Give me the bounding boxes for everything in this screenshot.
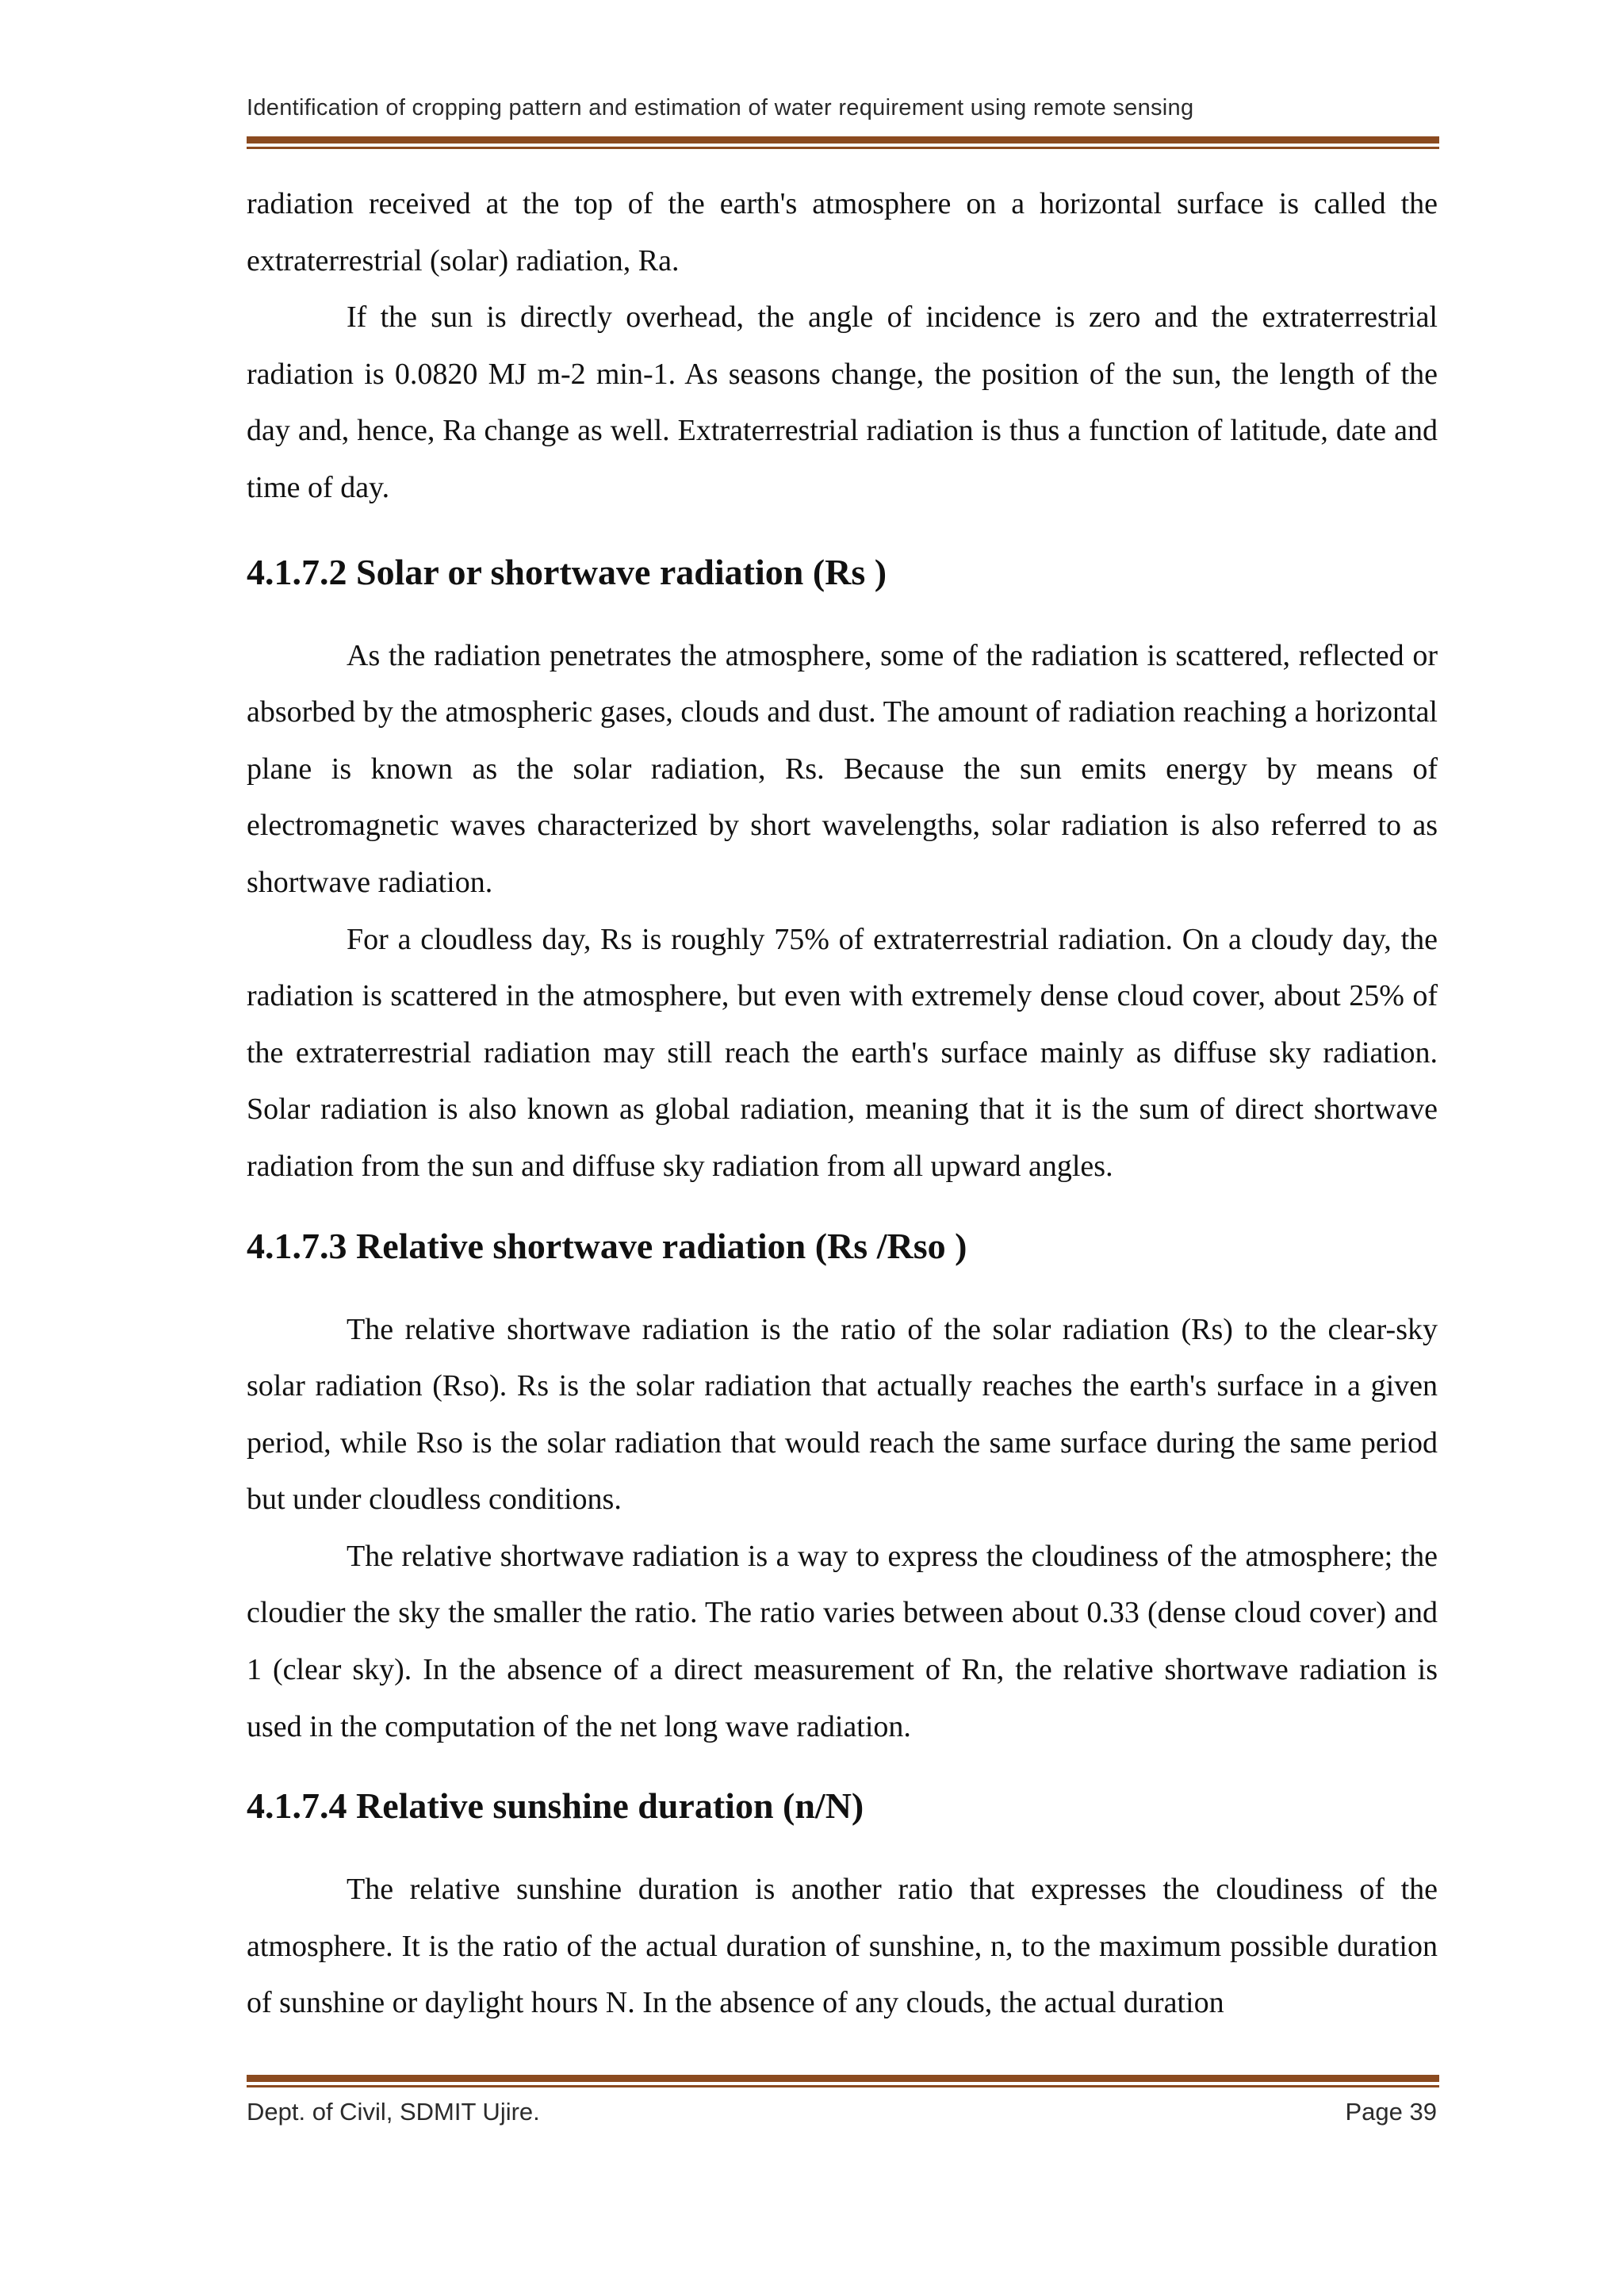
- paragraph-cloudless-day: For a cloudless day, Rs is roughly 75% of extraterrestrial radiation. On a cloudy day, the radiation is scattered in the atmosphere, but even with extremely dense cloud cover, about 25% of the extraterrestrial radiation may still reach the earth's surface mainly as diffuse sky radiation. Solar radiation is also known as global radiation, meaning that it is the sum of direct shortwave radiation from the sun and diffuse sky radiation from all upward angles.: [247, 922, 1438, 1183]
- header-divider: [247, 136, 1439, 149]
- footer-divider: [247, 2075, 1439, 2087]
- page-body: [247, 176, 1438, 2032]
- section-heading-relative-sunshine: 4.1.7.4 Relative sunshine duration (n/N): [247, 1785, 864, 1827]
- header-divider-thick-line: [247, 136, 1439, 144]
- footer-divider-thin-line: [247, 2085, 1439, 2087]
- paragraph-relative-shortwave-definition: The relative shortwave radiation is the ratio of the solar radiation (Rs) to the clear-sky solar radiation (Rso). Rs is the solar radiation that actually reaches the earth's surface in a given period, while Rso is the solar radiation that would reach the same surface during the same period but under cloudless conditions.: [247, 1312, 1438, 1517]
- section-heading-relative-shortwave: 4.1.7.3 Relative shortwave radiation (Rs /Rso ): [247, 1225, 967, 1266]
- paragraph-relative-shortwave-cloudiness: The relative shortwave radiation is a way to express the cloudiness of the atmosphere; the cloudier the sky the smaller the ratio. The ratio varies between about 0.33 (dense cloud cover) and 1 (clear sky). In the absence of a direct measurement of Rn, the relative shortwave radiation is used in the computation of the net long wave radiation.: [247, 1539, 1438, 1743]
- running-header-title: Identification of cropping pattern and estimation of water requirement using remote sensing: [247, 95, 1194, 121]
- paragraph-solar-radiation: As the radiation penetrates the atmosphere, some of the radiation is scattered, reflected or absorbed by the atmospheric gases, clouds and dust. The amount of radiation reaching a horizontal plane is known as the solar radiation, Rs. Because the sun emits energy by means of electromagnetic waves characterized by short wavelengths, solar radiation is also referred to as shortwave radiation.: [247, 638, 1438, 899]
- footer-department: Dept. of Civil, SDMIT Ujire.: [247, 2098, 540, 2126]
- footer-divider-thick-line: [247, 2075, 1439, 2082]
- header-divider-thin-line: [247, 147, 1439, 149]
- paragraph-relative-sunshine: The relative sunshine duration is another ratio that expresses the cloudiness of the atmosphere. It is the ratio of the actual duration of sunshine, n, to the maximum possible duration of sunshine or daylight hours N. In the absence of any clouds, the actual duration: [247, 1873, 1438, 2020]
- section-heading-solar-radiation: 4.1.7.2 Solar or shortwave radiation (Rs ): [247, 551, 887, 592]
- paragraph-extraterrestrial-radiation: If the sun is directly overhead, the angle of incidence is zero and the extraterrestrial radiation is 0.0820 MJ m-2 min-1. As seasons change, the position of the sun, the length of the day and, hence, Ra change as well. Extraterrestrial radiation is thus a function of latitude, date and time of day.: [247, 300, 1438, 504]
- paragraph-continuation: radiation received at the top of the earth's atmosphere on a horizontal surface is called the extraterrestrial (solar) radiation, Ra.: [247, 187, 1438, 277]
- footer-page-number: Page 39: [1345, 2098, 1437, 2126]
